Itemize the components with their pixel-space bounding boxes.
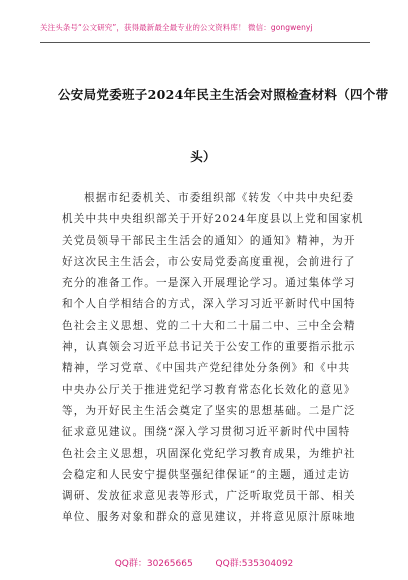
footer-qq-group-1: QQ群：30265665 — [114, 559, 193, 569]
document-body — [62, 188, 364, 529]
body-line: 关党员领导干部民主生活会的通知〉的通知》精神，为开 — [62, 234, 356, 247]
body-line: 征求意见建议。围绕“深入学习贯彻习近平新时代中国特 — [62, 426, 351, 439]
document-title — [58, 64, 389, 188]
title-line-1: 公安局党委班子2024年民主生活会对照检查材料（四个带 — [58, 87, 389, 102]
body-line: 精神，学习党章、《中国共产党纪律处分条例》和《中共 — [62, 362, 351, 375]
header-divider — [40, 42, 370, 43]
footer-contact — [0, 556, 408, 569]
body-line: 好这次民主生活会，市公安局党委高度重视，会前进行了 — [62, 255, 356, 268]
body-line: 会稳定和人民安宁提供坚强纪律保证”的主题，通过走访 — [62, 468, 351, 481]
body-line: 中央办公厅关于推进党纪学习教育常态化长效化的意见》 — [62, 383, 356, 396]
body-line: 充分的准备工作。一是深入开展理论学习。通过集体学习 — [62, 277, 356, 290]
body-line: 机关中共中央组织部关于开好2024年度县以上党和国家机 — [62, 213, 364, 226]
header-note: 关注头条号“公文研究”，获得最新最全最专业的公文资料库！ 微信：gongwenyj — [40, 23, 313, 32]
body-line: 单位、服务对象和群众的意见建议，并将意见原汁原味地 — [62, 511, 356, 524]
body-line: 色社会主义思想、党的二十大和二十届二中、三中全会精 — [62, 319, 356, 332]
body-line: 和个人自学相结合的方式，深入学习习近平新时代中国特 — [62, 298, 356, 311]
body-line: 神，认真领会习近平总书记关于公安工作的重要指示批示 — [62, 341, 356, 354]
body-line: 调研、发放征求意见表等形式，广泛听取党员干部、相关 — [62, 490, 356, 503]
body-line: 等，为开好民主生活会奠定了坚实的思想基础。二是广泛 — [62, 404, 356, 417]
body-line: 色社会主义思想，巩固深化党纪学习教育成果，为维护社 — [62, 447, 356, 460]
body-line: 根据市纪委机关、市委组织部《转发〈中共中央纪委 — [84, 192, 355, 204]
footer-qq-group-2: QQ群:535304092 — [215, 559, 294, 569]
title-line-2: 头） — [190, 149, 216, 164]
